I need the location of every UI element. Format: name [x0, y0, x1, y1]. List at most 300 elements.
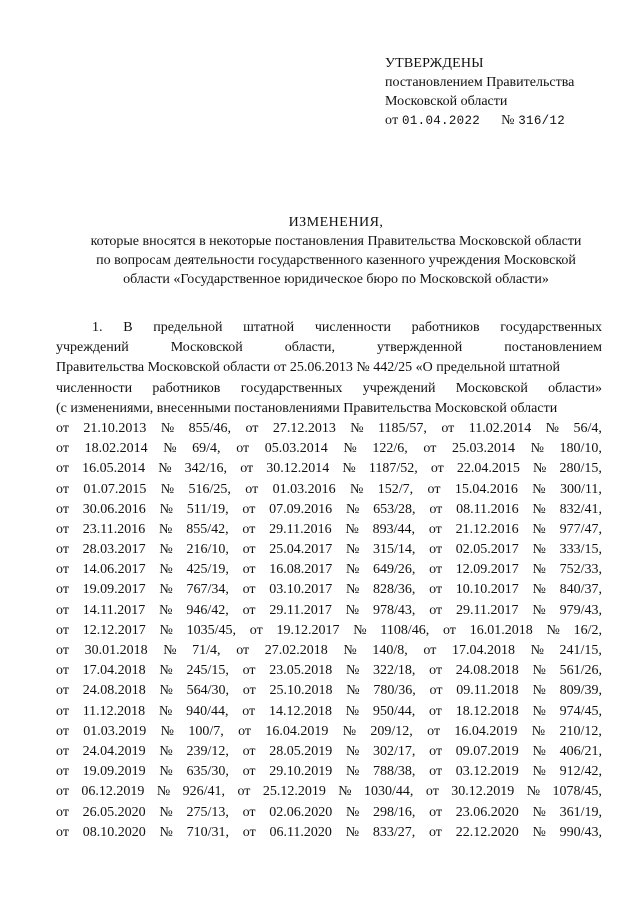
body-word: предельной [153, 320, 223, 335]
body-word: 180/10, [559, 441, 602, 457]
body-line [56, 459, 602, 479]
body-word: № [532, 562, 546, 578]
body-word: 245/15, [186, 663, 229, 679]
body-word: работников [152, 380, 221, 396]
body-word: 241/15, [559, 643, 602, 658]
body-word: № [163, 643, 177, 658]
document-title: ИЗМЕНЕНИЯ, [288, 215, 384, 230]
body-line [56, 823, 602, 843]
body-word: 855/46, [188, 420, 231, 436]
body-word: № [159, 764, 173, 780]
body-word: от [242, 824, 256, 840]
approval-number: 316/12 [518, 114, 566, 128]
body-word: численности [314, 320, 391, 335]
body-word: № [159, 602, 173, 618]
body-word: от [56, 663, 69, 679]
body-word: государственных [240, 380, 343, 396]
body-word: 21.10.2013 [83, 420, 147, 436]
body-word: 828/36, [373, 582, 416, 598]
document-subtitle-line-2: по вопросам деятельности государственного казенного учреждения Московской [96, 253, 576, 268]
body-word: 29.11.2017 [269, 602, 332, 618]
body-word: № [532, 804, 546, 820]
body-word: № [343, 643, 357, 658]
body-word: 322/18, [373, 663, 416, 679]
body-word: 23.06.2020 [455, 804, 519, 820]
body-word: 361/19, [559, 804, 602, 820]
body-word: № [345, 501, 360, 517]
body-line [56, 762, 602, 782]
body-word: 406/21, [559, 743, 602, 759]
body-word: 122/6, [372, 441, 408, 457]
body-word: учреждений [362, 380, 436, 396]
body-word: 833/27, [372, 824, 416, 840]
body-word: области» [548, 380, 602, 396]
body-line [56, 399, 602, 419]
body-word: от [429, 582, 443, 598]
body-word: № [160, 420, 175, 436]
body-word: 28.05.2019 [269, 743, 333, 759]
body-word: № [532, 703, 546, 719]
body-word: № [530, 441, 544, 457]
body-word: № [159, 562, 173, 578]
body-word: от [56, 723, 69, 739]
body-word: 100/7, [188, 723, 224, 739]
body-word: 27.02.2018 [264, 643, 328, 658]
body-word: 302/17, [373, 743, 416, 759]
body-word: № [350, 420, 364, 436]
body-word: от [429, 542, 443, 558]
body-word: № [526, 784, 541, 800]
body-word: от [423, 441, 437, 457]
body-word: от [242, 663, 256, 679]
body-word: № [349, 481, 364, 497]
body-word: 03.10.2017 [269, 582, 333, 598]
body-word: 1108/46, [380, 622, 430, 638]
body-line [56, 379, 602, 399]
body-word: 1187/52, [368, 461, 418, 477]
document-body [56, 318, 602, 843]
body-word: от [429, 501, 443, 517]
body-word: 16.08.2017 [269, 562, 333, 578]
body-word: Правительства Московской области от 25.06.2013 № 442/25 «О предельной штатной [56, 360, 561, 376]
body-word: № [345, 703, 360, 719]
body-word: № [158, 461, 172, 477]
body-word: 25.12.2019 [262, 784, 326, 800]
body-word: 03.12.2019 [455, 764, 519, 780]
body-line [56, 782, 602, 802]
body-line [56, 601, 602, 621]
approval-line-1: постановлением Правительства [385, 75, 575, 90]
body-word: от [56, 743, 69, 759]
body-word: 71/4, [192, 643, 221, 658]
body-word: от [56, 542, 69, 558]
body-line [56, 318, 602, 338]
body-word: 21.12.2016 [455, 521, 519, 537]
body-word: 12.12.2017 [82, 622, 146, 638]
body-word: утвержденной [376, 340, 463, 356]
body-word: от [56, 703, 69, 719]
body-word: от [56, 481, 69, 497]
body-word: 926/41, [182, 784, 225, 800]
body-word: В [123, 320, 133, 335]
body-word: от [56, 764, 69, 780]
body-word: от [242, 703, 256, 719]
body-line [56, 500, 602, 520]
body-word: 09.07.2019 [455, 743, 519, 759]
body-word: 977/47, [559, 521, 602, 537]
body-word: 16.01.2018 [469, 622, 533, 638]
body-word: 1078/45, [552, 784, 602, 800]
approval-date-line [385, 111, 574, 131]
body-word: № [159, 521, 173, 537]
body-word: от [56, 441, 69, 457]
body-word: 280/15, [559, 461, 602, 477]
body-line [56, 661, 602, 681]
body-word: 635/30, [186, 764, 229, 780]
body-word: № [353, 622, 367, 638]
body-word: 11.02.2014 [468, 420, 532, 436]
approval-stamp [385, 54, 574, 131]
body-word: области, [284, 340, 336, 356]
body-word: от [242, 582, 256, 598]
body-word: 29.11.2017 [456, 602, 519, 618]
body-word: от [56, 521, 69, 537]
body-word: 14.12.2018 [268, 703, 332, 719]
body-word: от [442, 622, 456, 638]
body-line [56, 419, 602, 439]
body-word: от [236, 643, 250, 658]
body-word: № [345, 562, 360, 578]
body-word: от [240, 461, 254, 477]
body-word: № [532, 602, 546, 618]
body-word: от [427, 481, 441, 497]
body-word: постановлением [504, 340, 602, 356]
body-word: 152/7, [377, 481, 414, 497]
body-word: 275/13, [186, 804, 229, 820]
body-word: 09.11.2018 [456, 683, 519, 699]
body-word: № [159, 804, 173, 820]
approval-from-label: от [385, 113, 399, 128]
body-word: 990/43, [559, 824, 602, 840]
approval-heading: УТВЕРЖДЕНЫ [385, 56, 484, 71]
body-word: 950/44, [372, 703, 416, 719]
document-title-block [50, 213, 622, 289]
body-word: 298/16, [373, 804, 416, 820]
body-line [56, 580, 602, 600]
body-word: 29.10.2019 [269, 764, 333, 780]
body-line [56, 540, 602, 560]
body-word: 564/30, [186, 683, 229, 699]
body-word: 17.04.2018 [451, 643, 515, 658]
body-word: № [163, 441, 177, 457]
body-word: 30.12.2019 [451, 784, 515, 800]
document-subtitle-line-3: области «Государственное юридическое бюро по Московской области» [123, 272, 549, 287]
body-word: от [56, 643, 69, 658]
body-word: 300/11, [559, 481, 602, 497]
body-word: от [242, 764, 256, 780]
body-word: 1. [92, 320, 103, 335]
body-word: от [245, 481, 259, 497]
body-word: 1185/57, [378, 420, 427, 436]
body-word: 25.03.2014 [451, 441, 515, 457]
body-word: № [345, 663, 360, 679]
body-word: 511/19, [186, 501, 229, 517]
body-word: № [345, 824, 360, 840]
body-word: 69/4, [192, 441, 221, 457]
body-word: от [242, 602, 256, 618]
approval-line-2: Московской области [385, 94, 508, 109]
body-word: 25.10.2018 [269, 683, 333, 699]
body-word: от [242, 804, 256, 820]
body-word: 05.03.2014 [264, 441, 328, 457]
body-word: № [532, 683, 546, 699]
body-word: от [56, 622, 69, 638]
body-word: от [245, 420, 259, 436]
body-word: численности [56, 380, 133, 396]
body-word: 10.10.2017 [455, 582, 519, 598]
body-word: 653/28, [373, 501, 416, 517]
body-word: 56/4, [573, 420, 602, 436]
body-word: 19.09.2019 [82, 764, 146, 780]
body-line [56, 702, 602, 722]
body-word: № [345, 804, 360, 820]
body-word: № [345, 582, 360, 598]
body-word: от [237, 784, 251, 800]
body-word: от [242, 501, 256, 517]
body-word: № [532, 663, 546, 679]
body-line [56, 338, 602, 358]
body-word: 24.04.2019 [82, 743, 146, 759]
body-word: № [159, 824, 173, 840]
body-line [56, 439, 602, 459]
body-word: 07.09.2016 [269, 501, 333, 517]
body-word: 832/41, [559, 501, 602, 517]
body-word: 788/38, [373, 764, 416, 780]
body-word: от [428, 521, 442, 537]
body-word: 11.12.2018 [82, 703, 146, 719]
body-word: 16/2, [573, 622, 602, 638]
body-word: № [532, 481, 546, 497]
body-word: от [242, 521, 256, 537]
body-word: 333/15, [559, 542, 602, 558]
body-word: № [345, 743, 360, 759]
body-word: от [429, 683, 443, 699]
body-word: от [56, 683, 69, 699]
body-line [56, 641, 602, 661]
body-word: от [56, 461, 69, 477]
body-word: 22.12.2020 [455, 824, 519, 840]
body-line [56, 560, 602, 580]
body-word: от [56, 582, 69, 598]
body-word: от [429, 602, 443, 618]
body-word: 767/34, [186, 582, 229, 598]
body-word: № [345, 542, 360, 558]
body-word: 649/26, [373, 562, 416, 578]
body-word: № [343, 441, 357, 457]
body-word: 912/42, [559, 764, 602, 780]
body-word: 27.12.2013 [272, 420, 336, 436]
body-word: 01.03.2016 [272, 481, 336, 497]
body-word: 19.12.2017 [276, 622, 340, 638]
approval-date: 01.04.2022 [402, 114, 481, 128]
body-word: 25.04.2017 [269, 542, 333, 558]
body-word: № [159, 501, 173, 517]
body-line [56, 480, 602, 500]
body-word: 12.09.2017 [455, 562, 519, 578]
body-word: 29.11.2016 [269, 521, 332, 537]
body-word: № [545, 420, 560, 436]
body-word: от [425, 784, 439, 800]
body-word: № [159, 683, 173, 699]
body-word: от [430, 461, 444, 477]
body-word: № [338, 784, 352, 800]
body-word: № [532, 582, 546, 598]
body-word: 1035/45, [186, 622, 236, 638]
body-word: от [238, 723, 251, 739]
body-word: от [56, 501, 69, 517]
body-word: № [533, 461, 547, 477]
body-word: 315/14, [373, 542, 416, 558]
body-word: 06.12.2019 [81, 784, 145, 800]
body-word: от [236, 441, 250, 457]
body-word: № [532, 743, 546, 759]
body-word: от [56, 562, 69, 578]
body-word: от [242, 562, 256, 578]
body-word: от [242, 542, 256, 558]
document-subtitle-line-1: которые вносятся в некоторые постановления Правительства Московской области [90, 234, 582, 249]
body-word: № [160, 481, 175, 497]
body-word: от [423, 643, 437, 658]
body-word: № [346, 683, 360, 699]
body-word: от [242, 743, 256, 759]
body-word: 19.09.2017 [82, 582, 146, 598]
body-line [56, 722, 602, 742]
body-word: от [427, 723, 441, 739]
body-word: 16.05.2014 [82, 461, 146, 477]
body-word: 02.06.2020 [269, 804, 333, 820]
body-word: государственных [500, 320, 602, 335]
body-word: № [532, 542, 546, 558]
body-word: № [531, 723, 546, 739]
body-word: № [158, 703, 173, 719]
body-word: 210/12, [559, 723, 602, 739]
body-word: № [156, 784, 171, 800]
body-word: № [160, 723, 174, 739]
body-word: штатной [243, 320, 295, 335]
body-word: 946/42, [186, 602, 229, 618]
body-word: 23.11.2016 [82, 521, 146, 537]
body-word: от [429, 804, 443, 820]
body-word: 516/25, [188, 481, 231, 497]
body-word: 893/44, [372, 521, 416, 537]
body-word: от [242, 683, 256, 699]
body-word: № [159, 582, 173, 598]
body-word: № [532, 501, 546, 517]
body-word: 24.08.2018 [82, 683, 146, 699]
body-word: 30.06.2016 [82, 501, 146, 517]
body-word: 342/16, [184, 461, 228, 477]
body-word: 561/26, [559, 663, 602, 679]
body-word: 18.02.2014 [84, 441, 148, 457]
body-word: № [159, 542, 173, 558]
body-word: 974/45, [559, 703, 602, 719]
body-word: № [532, 824, 546, 840]
body-word: 140/8, [372, 643, 408, 658]
body-word: 06.11.2020 [269, 824, 332, 840]
body-word: 14.06.2017 [82, 562, 146, 578]
body-word: от [428, 703, 442, 719]
body-word: 840/37, [559, 582, 602, 598]
body-word: № [159, 622, 173, 638]
body-word: 23.05.2018 [269, 663, 333, 679]
body-line [56, 358, 602, 378]
body-word: 209/12, [370, 723, 413, 739]
body-word: 752/33, [559, 562, 602, 578]
body-word: работников [411, 320, 480, 335]
body-word: 710/31, [186, 824, 229, 840]
body-word: от [56, 824, 69, 840]
body-word: Московской [170, 340, 243, 356]
body-word: № [159, 743, 173, 759]
body-word: от [429, 562, 443, 578]
body-word: от [56, 420, 69, 436]
body-word: 1030/44, [364, 784, 414, 800]
body-line [56, 520, 602, 540]
body-word: № [530, 643, 544, 658]
body-word: (с изменениями, внесенными постановлениями Правительства Московской области [56, 400, 558, 416]
body-word: № [546, 622, 560, 638]
body-word: 239/12, [186, 743, 229, 759]
body-word: 26.05.2020 [82, 804, 146, 820]
body-word: 425/19, [186, 562, 229, 578]
body-word: от [56, 602, 69, 618]
body-word: от [441, 420, 455, 436]
body-word: № [159, 663, 173, 679]
body-word: 855/42, [186, 521, 229, 537]
body-word: от [429, 743, 443, 759]
body-word: 18.12.2018 [455, 703, 519, 719]
body-word: № [532, 764, 546, 780]
body-word: 22.04.2015 [456, 461, 520, 477]
body-word: 979/43, [559, 602, 602, 618]
body-word: 780/36, [373, 683, 416, 699]
body-word: от [56, 804, 69, 820]
body-word: от [428, 824, 442, 840]
body-word: учреждений [56, 340, 129, 356]
body-word: № [342, 723, 357, 739]
body-word: от [429, 663, 443, 679]
body-word: № [342, 461, 356, 477]
approval-number-label: № [501, 113, 515, 128]
body-word: 01.03.2019 [83, 723, 147, 739]
body-word: № [345, 764, 360, 780]
body-word: № [345, 602, 360, 618]
body-word: 30.01.2018 [84, 643, 148, 658]
body-word: № [345, 521, 359, 537]
body-word: 02.05.2017 [455, 542, 519, 558]
body-word: 14.11.2017 [82, 602, 146, 618]
body-word: 08.11.2016 [456, 501, 519, 517]
body-word: 16.04.2019 [454, 723, 518, 739]
body-word: от [249, 622, 263, 638]
body-line [56, 803, 602, 823]
body-word: 940/44, [186, 703, 229, 719]
body-line [56, 681, 602, 701]
body-line [56, 742, 602, 762]
body-word: № [532, 521, 546, 537]
body-word: Московской [455, 380, 528, 396]
body-word: 08.10.2020 [82, 824, 146, 840]
